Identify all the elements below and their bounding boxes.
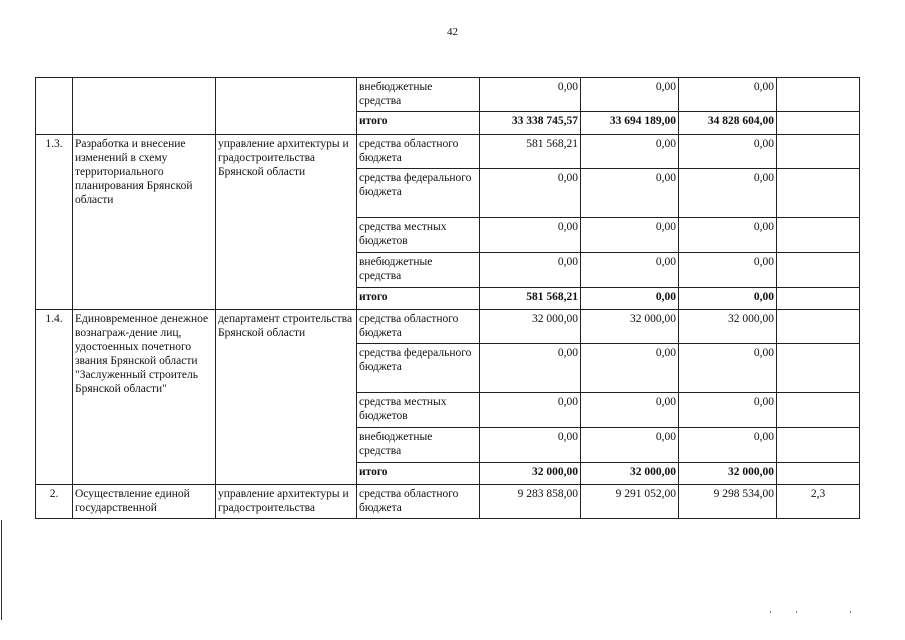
indicator-ref (777, 218, 860, 253)
indicator-ref (777, 344, 860, 393)
value-year-3: 0,00 (679, 428, 777, 463)
value-year-1: 32 000,00 (480, 310, 581, 344)
measure-name: Осуществление единой государственной (73, 485, 216, 519)
row-index: 2. (36, 485, 73, 519)
value-year-3: 0,00 (679, 218, 777, 253)
indicator-ref (777, 463, 860, 485)
table-row (36, 485, 860, 519)
funding-source: внебюджетные средства (357, 428, 480, 463)
indicator-ref: 2,3 (777, 485, 860, 519)
indicator-ref (777, 112, 860, 135)
value-year-1: 0,00 (480, 218, 581, 253)
executor: управление архитектуры и градостроительства (216, 485, 357, 519)
row-index (36, 78, 73, 135)
table-row (36, 78, 860, 112)
value-year-2: 32 000,00 (581, 463, 679, 485)
funding-source: средства областного бюджета (357, 135, 480, 169)
value-year-2: 0,00 (581, 218, 679, 253)
value-year-3: 32 000,00 (679, 310, 777, 344)
funding-source: внебюджетные средства (357, 78, 480, 112)
value-year-3: 0,00 (679, 344, 777, 393)
value-year-3: 9 298 534,00 (679, 485, 777, 519)
measure-name (73, 78, 216, 135)
funding-source: средства федерального бюджета (357, 169, 480, 218)
page-number: 42 (447, 26, 458, 38)
funding-source: средства областного бюджета (357, 485, 480, 519)
value-year-1: 0,00 (480, 169, 581, 218)
indicator-ref (777, 310, 860, 344)
table-row (36, 135, 860, 169)
value-year-3: 32 000,00 (679, 463, 777, 485)
scan-edge-line (1, 520, 2, 620)
scan-dust-mark (770, 611, 771, 613)
value-year-1: 581 568,21 (480, 288, 581, 310)
indicator-ref (777, 428, 860, 463)
funding-source: средства областного бюджета (357, 310, 480, 344)
value-year-3: 0,00 (679, 169, 777, 218)
value-year-3: 0,00 (679, 393, 777, 428)
value-year-2: 0,00 (581, 78, 679, 112)
funding-source: внебюджетные средства (357, 253, 480, 288)
funding-source: средства местных бюджетов (357, 393, 480, 428)
measure-name: Разработка и внесение изменений в схему территориального планирования Брянской области (73, 135, 216, 310)
value-year-1: 0,00 (480, 344, 581, 393)
value-year-1: 0,00 (480, 393, 581, 428)
indicator-ref (777, 253, 860, 288)
value-year-2: 0,00 (581, 169, 679, 218)
value-year-2: 0,00 (581, 288, 679, 310)
table-row (36, 310, 860, 344)
value-year-1: 0,00 (480, 78, 581, 112)
value-year-2: 0,00 (581, 393, 679, 428)
scan-dust-mark (796, 611, 797, 613)
executor: департамент строительства Брянской области (216, 310, 357, 485)
row-index: 1.3. (36, 135, 73, 310)
funding-source: средства федерального бюджета (357, 344, 480, 393)
value-year-2: 32 000,00 (581, 310, 679, 344)
funding-source: итого (357, 112, 480, 135)
executor (216, 78, 357, 135)
value-year-3: 0,00 (679, 253, 777, 288)
value-year-1: 0,00 (480, 428, 581, 463)
indicator-ref (777, 288, 860, 310)
funding-source: итого (357, 463, 480, 485)
funding-source: итого (357, 288, 480, 310)
value-year-2: 0,00 (581, 135, 679, 169)
value-year-1: 9 283 858,00 (480, 485, 581, 519)
value-year-2: 9 291 052,00 (581, 485, 679, 519)
value-year-3: 0,00 (679, 135, 777, 169)
value-year-2: 0,00 (581, 253, 679, 288)
value-year-1: 32 000,00 (480, 463, 581, 485)
executor: управление архитектуры и градостроительства Брянской области (216, 135, 357, 310)
row-index: 1.4. (36, 310, 73, 485)
indicator-ref (777, 78, 860, 112)
value-year-1: 581 568,21 (480, 135, 581, 169)
indicator-ref (777, 169, 860, 218)
value-year-2: 0,00 (581, 344, 679, 393)
funding-source: средства местных бюджетов (357, 218, 480, 253)
value-year-3: 0,00 (679, 78, 777, 112)
measure-name: Единовременное денежное вознаграж-дение лиц, удостоенных почетного звания Брянской области "Заслуженный строитель Брянской области" (73, 310, 216, 485)
scan-dust-mark (850, 611, 851, 613)
value-year-1: 33 338 745,57 (480, 112, 581, 135)
indicator-ref (777, 393, 860, 428)
indicator-ref (777, 135, 860, 169)
value-year-3: 0,00 (679, 288, 777, 310)
budget-table (35, 77, 860, 519)
value-year-3: 34 828 604,00 (679, 112, 777, 135)
value-year-2: 0,00 (581, 428, 679, 463)
value-year-1: 0,00 (480, 253, 581, 288)
value-year-2: 33 694 189,00 (581, 112, 679, 135)
